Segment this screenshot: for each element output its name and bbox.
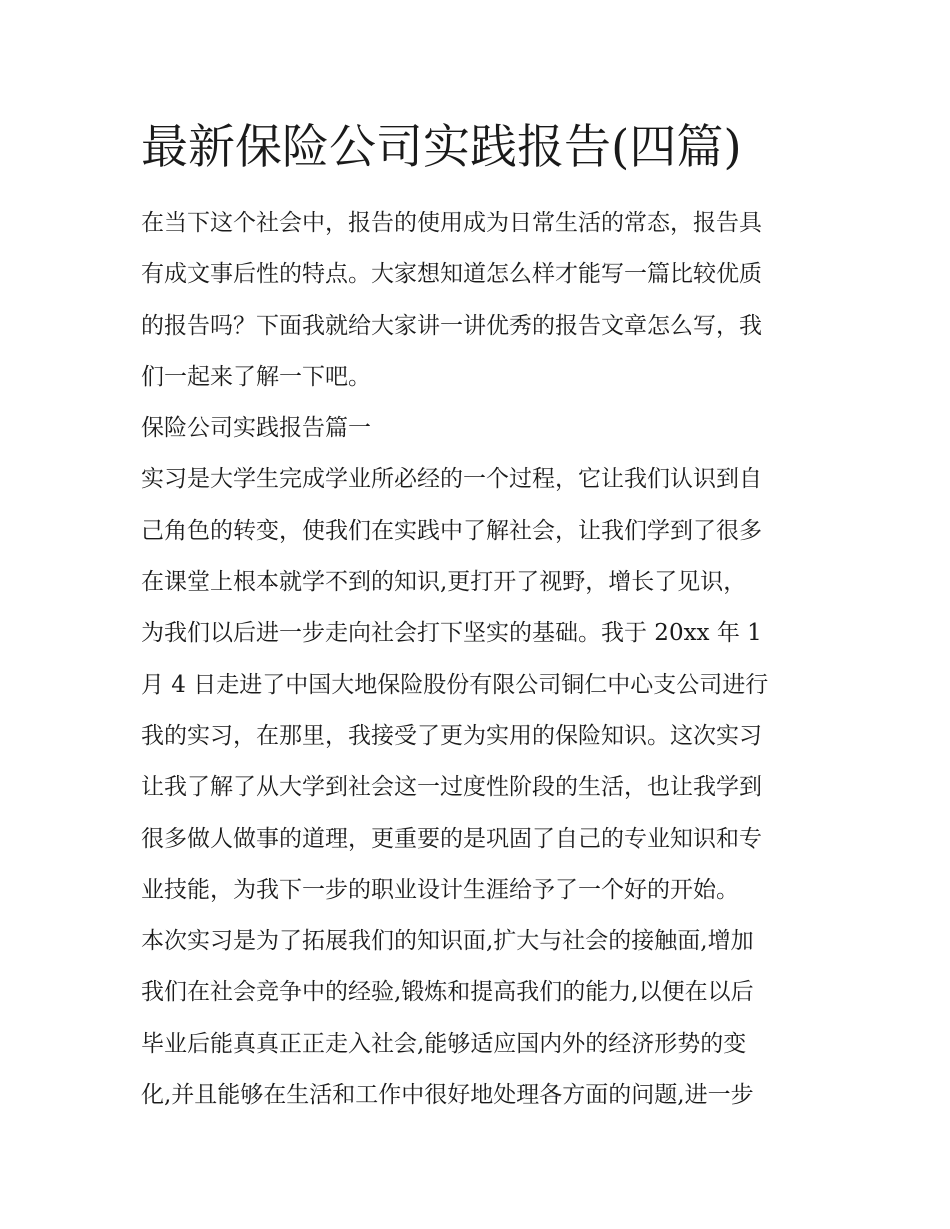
body-line: 实习是大学生完成学业所必经的一个过程，它让我们认识到自: [141, 466, 762, 493]
body-line: 业技能，为我下一步的职业设计生涯给予了一个好的开始。: [141, 876, 739, 903]
body-line: 很多做人做事的道理，更重要的是巩固了自己的专业知识和专: [141, 825, 762, 852]
body-line: 我们在社会竞争中的经验,锻炼和提高我们的能力,以便在以后: [141, 979, 754, 1006]
body-line: 己角色的转变，使我们在实践中了解社会，让我们学到了很多: [141, 517, 762, 544]
body-line: 毕业后能真真正正走入社会,能够适应国内外的经济形势的变: [141, 1030, 747, 1057]
document-title: 最新保险公司实践报告(四篇): [141, 120, 742, 175]
body-line: 们一起来了解一下吧。: [141, 363, 371, 390]
document-body: [141, 198, 821, 1121]
section-heading: 保险公司实践报告篇一: [141, 415, 371, 442]
body-line: 在当下这个社会中，报告的使用成为日常生活的常态，报告具: [141, 210, 762, 236]
body-line: 有成文事后性的特点。大家想知道怎么样才能写一篇比较优质: [141, 261, 762, 288]
body-line: 我的实习，在那里，我接受了更为实用的保险知识。这次实习: [141, 722, 762, 749]
body-line: 在课堂上根本就学不到的知识,更打开了视野，增长了见识，: [141, 569, 747, 596]
body-line: 让我了解了从大学到社会这一过度性阶段的生活，也让我学到: [141, 774, 762, 801]
body-line: 的报告吗？下面我就给大家讲一讲优秀的报告文章怎么写，我: [141, 312, 762, 339]
body-line: 化,并且能够在生活和工作中很好地处理各方面的问题,进一步: [141, 1082, 754, 1109]
body-line: 月 4 日走进了中国大地保险股份有限公司铜仁中心支公司进行: [141, 671, 769, 698]
body-line: 本次实习是为了拓展我们的知识面,扩大与社会的接触面,增加: [141, 928, 754, 955]
body-line: 为我们以后进一步走向社会打下坚实的基础。我于 20xx 年 1: [141, 620, 762, 647]
